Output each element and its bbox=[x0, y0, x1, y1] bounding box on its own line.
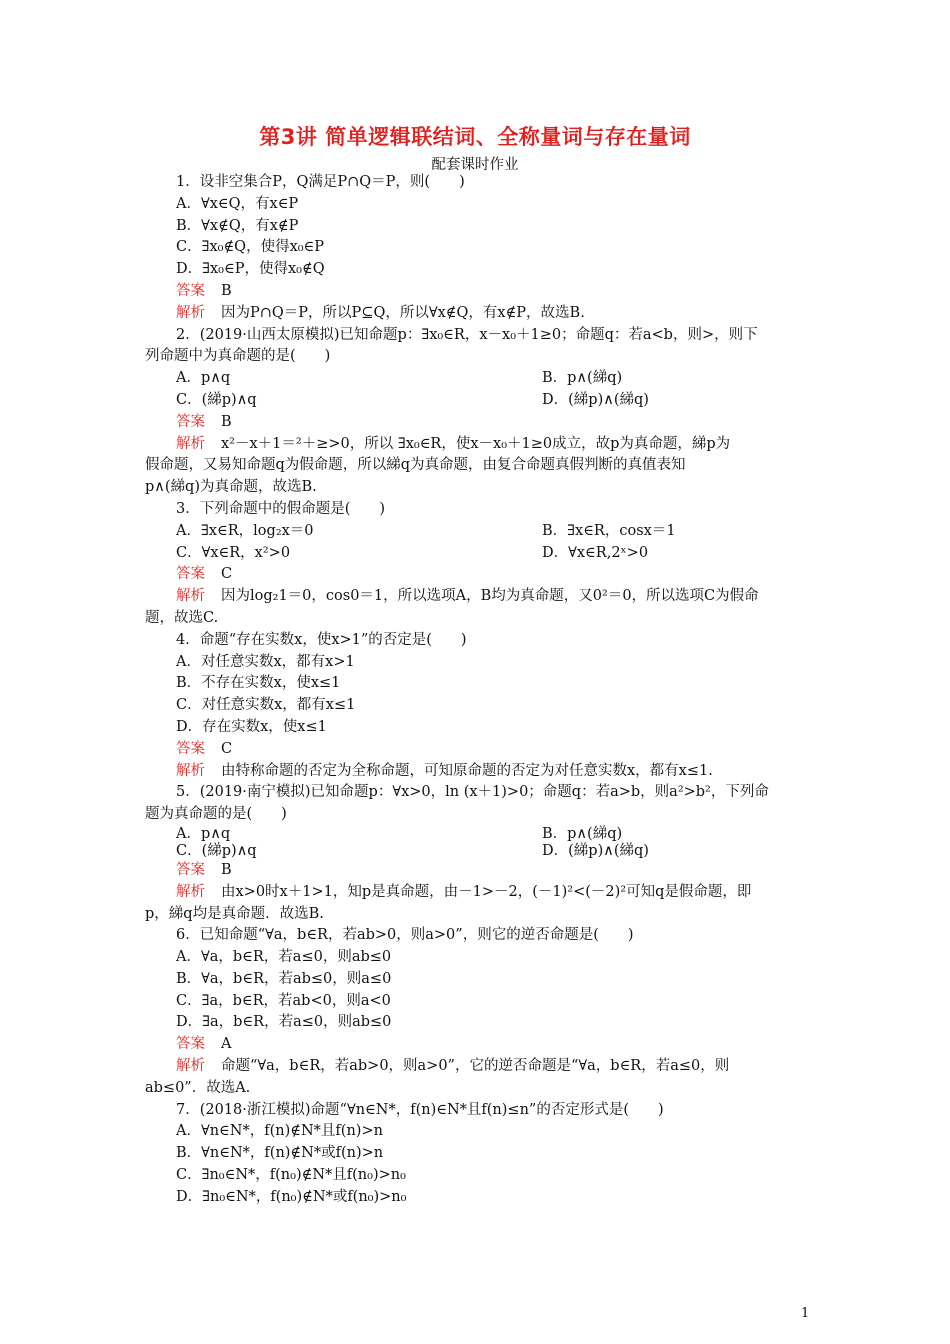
answer-label: 答案 bbox=[176, 1036, 205, 1053]
page-subtitle: 配套课时作业 bbox=[431, 157, 519, 173]
question-2-option-a: A．p∧q bbox=[176, 370, 231, 387]
question-2-option-b: B．p∧(綈q) bbox=[542, 370, 623, 387]
question-7-option-a: A．∀n∈N*，f(n)∉N*且f(n)>n bbox=[176, 1123, 383, 1140]
question-2-option-c: C．(綈p)∧q bbox=[176, 391, 257, 408]
answer-label: 答案 bbox=[176, 413, 205, 430]
question-1-option-c: C．∃x₀∉Q，使得x₀∈P bbox=[176, 239, 325, 256]
question-3-analysis-line-2: 题，故选C. bbox=[145, 609, 219, 626]
question-7-stem: 7．(2018·浙江模拟)命题“∀n∈N*，f(n)∈N*且f(n)≤n”的否定形式是( ) bbox=[176, 1101, 664, 1118]
question-7-option-d: D．∃n₀∈N*，f(n₀)∉N*或f(n₀)>n₀ bbox=[176, 1188, 407, 1205]
question-1-analysis bbox=[145, 303, 809, 325]
question-2-options-row-1 bbox=[145, 368, 809, 390]
question-5-analysis-line-2: p，綈q均是真命题．故选B. bbox=[145, 905, 324, 922]
question-6-analysis bbox=[145, 1056, 809, 1078]
answer-label: 答案 bbox=[176, 740, 205, 757]
question-2-analysis bbox=[145, 434, 809, 456]
question-6-option-d: D．∃a，b∈R，若a≤0，则ab≤0 bbox=[176, 1014, 392, 1031]
question-4-option-a: A．对任意实数x，都有x>1 bbox=[176, 653, 355, 670]
answer-value: B bbox=[221, 861, 232, 878]
question-1-option-a: A．∀x∈Q，有x∈P bbox=[176, 195, 299, 212]
answer-value: A bbox=[221, 1036, 232, 1053]
answer-label: 答案 bbox=[176, 566, 205, 583]
analysis-text: x²－x＋1＝²＋≥>0，所以 ∃x₀∈R，使x－x₀＋1≥0成立，故p为真命题，綈p为 bbox=[221, 435, 731, 452]
question-list bbox=[145, 172, 809, 1209]
question-6-option-a: A．∀a，b∈R，若a≤0，则ab≤0 bbox=[176, 949, 392, 966]
question-5-option-a: A．p∧q bbox=[176, 825, 231, 842]
question-3-option-d: D．∀x∈R,2ˣ>0 bbox=[542, 544, 649, 561]
question-7-option-c: C．∃n₀∈N*，f(n₀)∉N*且f(n₀)>n₀ bbox=[176, 1167, 406, 1184]
question-1-answer bbox=[145, 281, 809, 303]
question-2-stem-line-2: 列命题中为真命题的是( ) bbox=[145, 348, 331, 365]
question-5-analysis bbox=[145, 882, 809, 904]
question-2-analysis-line-2: 假命题，又易知命题q为假命题，所以綈q为真命题，由复合命题真假判断的真值表知 bbox=[145, 457, 686, 474]
analysis-label: 解析 bbox=[176, 762, 205, 779]
question-3-options-row-1 bbox=[145, 521, 809, 543]
question-1-option-d: D．∃x₀∈P，使得x₀∉Q bbox=[176, 261, 325, 278]
analysis-label: 解析 bbox=[176, 304, 205, 321]
question-6-answer bbox=[145, 1034, 809, 1056]
analysis-label: 解析 bbox=[176, 588, 205, 605]
question-4-analysis bbox=[145, 761, 809, 783]
question-6-stem: 6．已知命题“∀a，b∈R，若ab>0，则a>0”，则它的逆否命题是( ) bbox=[176, 927, 634, 944]
question-4-answer bbox=[145, 739, 809, 761]
question-3-answer bbox=[145, 564, 809, 586]
question-5-options-row-1 bbox=[145, 826, 809, 843]
question-5-answer bbox=[145, 860, 809, 882]
analysis-text: 由特称命题的否定为全称命题，可知原命题的否定为对任意实数x，都有x≤1. bbox=[221, 762, 713, 779]
question-7-option-b: B．∀n∈N*，f(n)∉N*或f(n)>n bbox=[176, 1145, 384, 1162]
question-2-options-row-2 bbox=[145, 390, 809, 412]
answer-label: 答案 bbox=[176, 861, 205, 878]
question-2-analysis-line-3: p∧(綈q)为真命题，故选B. bbox=[145, 479, 317, 496]
question-3-option-a: A．∃x∈R，log₂x＝0 bbox=[176, 522, 314, 539]
question-4-option-b: B．不存在实数x，使x≤1 bbox=[176, 675, 341, 692]
question-2-answer bbox=[145, 412, 809, 434]
question-2-option-d: D．(綈p)∧(綈q) bbox=[542, 391, 649, 408]
answer-value: B bbox=[221, 282, 232, 299]
question-3-option-b: B．∃x∈R，cosx＝1 bbox=[542, 522, 676, 539]
page-number: 1 bbox=[801, 1306, 810, 1321]
analysis-label: 解析 bbox=[176, 1058, 205, 1075]
page-title: 第3讲 简单逻辑联结词、全称量词与存在量词 bbox=[259, 125, 691, 149]
analysis-text: 因为log₂1＝0，cos0＝1，所以选项A，B均为真命题，又0²＝0，所以选项C为假命 bbox=[221, 588, 759, 605]
question-4-stem: 4．命题“存在实数x，使x>1”的否定是( ) bbox=[176, 631, 467, 648]
question-5-option-d: D．(綈p)∧(綈q) bbox=[542, 842, 649, 859]
analysis-label: 解析 bbox=[176, 435, 205, 452]
answer-label: 答案 bbox=[176, 282, 205, 299]
question-3-options-row-2 bbox=[145, 543, 809, 565]
question-5-option-b: B．p∧(綈q) bbox=[542, 825, 623, 842]
analysis-text: 因为P∩Q＝P，所以P⊆Q，所以∀x∉Q，有x∉P，故选B. bbox=[221, 304, 585, 321]
question-5-option-c: C．(綈p)∧q bbox=[176, 842, 257, 859]
question-2-stem-line-1: 2．(2019·山西太原模拟)已知命题p：∃x₀∈R，x－x₀＋1≥0；命题q：若a<b，则>，则下 bbox=[176, 326, 758, 343]
analysis-text: 命题“∀a，b∈R，若ab>0，则a>0”，它的逆否命题是“∀a，b∈R，若a≤0，则 bbox=[221, 1058, 730, 1075]
answer-value: C bbox=[221, 566, 233, 583]
analysis-label: 解析 bbox=[176, 883, 205, 900]
question-3-analysis bbox=[145, 586, 809, 608]
question-3-stem: 3．下列命题中的假命题是( ) bbox=[176, 500, 386, 517]
question-3-option-c: C．∀x∈R，x²>0 bbox=[176, 544, 291, 561]
answer-value: C bbox=[221, 740, 233, 757]
question-5-stem-line-1: 5．(2019·南宁模拟)已知命题p：∀x>0，ln (x＋1)>0；命题q：若a>b，则a²>b²，下列命 bbox=[176, 784, 769, 801]
question-4-option-d: D．存在实数x，使x≤1 bbox=[176, 718, 327, 735]
question-5-options-row-2 bbox=[145, 843, 809, 860]
question-1-stem: 1．设非空集合P，Q满足P∩Q＝P，则( ) bbox=[176, 174, 465, 190]
analysis-text: 由x>0时x＋1>1，知p是真命题，由－1>－2，(－1)²<(－2)²可知q是假命题，即 bbox=[221, 883, 752, 900]
question-6-option-c: C．∃a，b∈R，若ab<0，则a<0 bbox=[176, 992, 391, 1009]
question-6-analysis-line-2: ab≤0”．故选A. bbox=[145, 1079, 251, 1096]
question-6-option-b: B．∀a，b∈R，若ab≤0，则a≤0 bbox=[176, 970, 392, 987]
question-5-stem-line-2: 题为真命题的是( ) bbox=[145, 806, 287, 823]
question-4-option-c: C．对任意实数x，都有x≤1 bbox=[176, 697, 356, 714]
question-1-option-b: B．∀x∉Q，有x∉P bbox=[176, 217, 299, 234]
answer-value: B bbox=[221, 413, 232, 430]
